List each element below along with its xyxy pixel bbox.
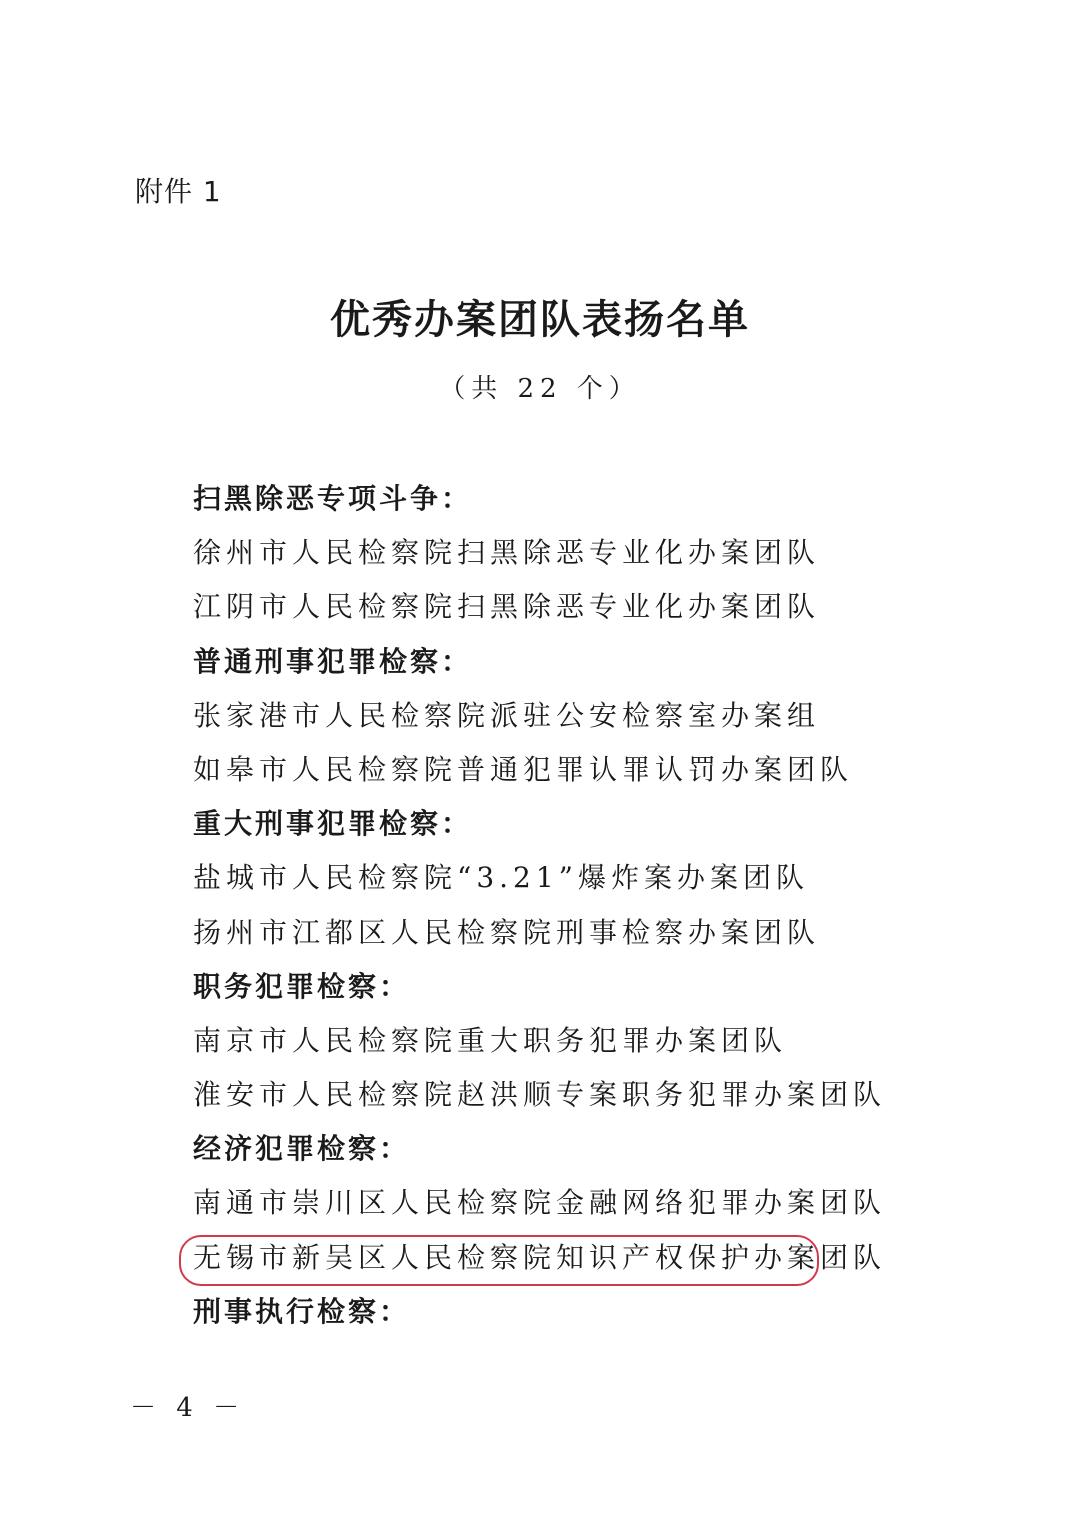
page-subtitle: （共 22 个） (439, 374, 641, 404)
section-heading-major-criminal: 重大刑事犯罪检察： (193, 807, 473, 841)
team-list (193, 472, 1013, 1339)
section-heading-economic-crime: 经济犯罪检察： (193, 1132, 411, 1166)
team-item: 盐城市人民检察院“3.21”爆炸案办案团队 (193, 861, 809, 895)
section-heading-ordinary-criminal: 普通刑事犯罪检察： (193, 644, 473, 678)
page-number: － 4 － (130, 1393, 246, 1423)
highlighted-team-item: 无锡市新吴区人民检察院知识产权保护办案团队 (193, 1231, 1013, 1285)
team-item: 扬州市江都区人民检察院刑事检察办案团队 (193, 915, 821, 949)
section-heading-criminal-execution: 刑事执行检察： (193, 1294, 411, 1328)
team-item: 如皋市人民检察院普通犯罪认罪认罚办案团队 (193, 752, 854, 786)
team-item: 南通市崇川区人民检察院金融网络犯罪办案团队 (193, 1186, 887, 1220)
team-item: 江阴市人民检察院扫黑除恶专业化办案团队 (193, 590, 821, 624)
team-item: 徐州市人民检察院扫黑除恶专业化办案团队 (193, 536, 821, 570)
team-item: 淮安市人民检察院赵洪顺专案职务犯罪办案团队 (193, 1078, 887, 1112)
page-title: 优秀办案团队表扬名单 (330, 296, 750, 343)
team-item: 张家港市人民检察院派驻公安检察室办案组 (193, 698, 821, 732)
team-item: 南京市人民检察院重大职务犯罪办案团队 (193, 1023, 788, 1057)
attachment-label: 附件 1 (135, 175, 222, 208)
section-heading-duty-crime: 职务犯罪检察： (193, 969, 411, 1003)
section-heading-anti-gang: 扫黑除恶专项斗争： (193, 482, 473, 515)
